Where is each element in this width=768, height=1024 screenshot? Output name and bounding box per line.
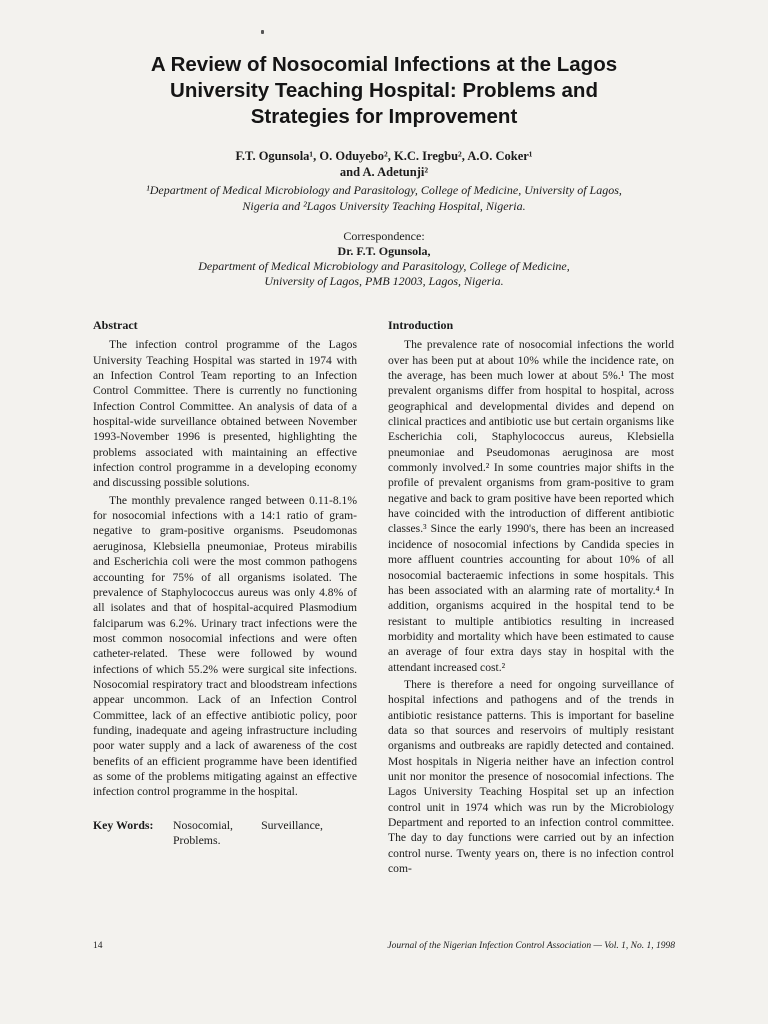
correspondence-address: University of Lagos, PMB 12003, Lagos, Nigeria.: [264, 274, 504, 288]
author-line: and A. Adetunji²: [339, 165, 429, 179]
title-line: University Teaching Hospital: Problems and: [170, 79, 598, 102]
left-column: [93, 318, 357, 849]
title-line: Strategies for Improvement: [250, 105, 518, 128]
correspondence-name: Dr. F.T. Ogunsola,: [337, 244, 431, 258]
page-number: 14: [93, 941, 103, 951]
affiliation-line: Nigeria and ²Lagos University Teaching Hospital, Nigeria.: [242, 199, 526, 213]
affiliation-line: ¹Department of Medical Microbiology and Parasitology, College of Medicine, University of Lagos,: [146, 183, 622, 197]
introduction-paragraph: The prevalence rate of nosocomial infections the world over has been put at about 10% while the incidence rate, on the average, has been much lower at about 5%.¹ The most prevalent organisms differ from hospital to hospital, across geographical and developmental divides and depend on clinical practices and antibiotic use but certain organisms like Escherichia coli, Staphylococcus aureus, Klebsiella pneumoniae and Pseudomonas aeruginosa are most commonly involved.² In some countries major shifts in the profile of prevalent organisms from gram-positive to gram negative and back to gram positive have been reported which have coincided with the introduction of different antibiotic classes.³ Since the early 1990's, there has been an increased incidence of nosocomial infections by Candida species in more affluent countries accounting for about 10% of all nosocomial bacteraemic infections in some hospitals. This has been associated with an alarming rate of mortality.⁴ In addition, organisms acquired in the hospital tend to be resistant to multiple antibiotics resulting in increased morbidity and mortality which have been estimated to cause an average of four extra days stay in hospital with the attendant increased cost.²: [388, 338, 674, 674]
introduction-heading: Introduction: [388, 318, 454, 332]
correspondence-label: Correspondence:: [343, 229, 425, 243]
affiliations: [80, 182, 688, 214]
keywords-label: Key Words:: [93, 817, 154, 832]
abstract-paragraph: The monthly prevalence ranged between 0.11-8.1% for nosocomial infections with a 14:1 ratio of gram-negative to gram-positive organisms. Pseudomonas aeruginosa, Klebsiella pneumoniae, Proteus mirabilis and Escherichia coli were the most common pathogens accounting for 75% of all organisms isolated. The prevalence of Staphylococcus aureus was only 4.8% of all isolates and that of hospital-acquired Plasmodium falciparum was 6.2%. Urinary tract infections were the most common nosocomial infections and were often catheter-related. These were followed by wound infections of which 55.2% were surgical site infections. Nosocomial respiratory tract and bloodstream infections appear uncommon. Lack of an Infection Control Committee, lack of an effective antibiotic policy, poor funding, inadequate and ageing infrastructure including poor water supply and a lack of awareness of the cost benefits of an efficient programme have been identified as some of the problems mitigating against an effective infection control programme in the hospital.: [93, 493, 357, 799]
correspondence-address: Department of Medical Microbiology and Parasitology, College of Medicine,: [198, 259, 570, 273]
introduction-paragraph: There is therefore a need for ongoing surveillance of hospital infections and pathogens and of the trends in antibiotic resistance patterns. This is important for baseline data so that sources and reservoirs of multiply resistant organisms and outbreaks are rapidly detected and contained. Most hospitals in Nigeria neither have an infection control unit nor monitor the presence of nosocomial infections. The Lagos University Teaching Hospital set up an infection control unit in 1974 which was run by the Microbiology Department and reported to an infection control committee. The day to day functions were carried out by an infection control nurse. Twenty years on, there is no infection control com-: [388, 677, 674, 876]
paper-title: [60, 52, 708, 130]
author-line: F.T. Ogunsola¹, O. Oduyebo², K.C. Iregbu², A.O. Coker¹: [235, 149, 533, 163]
keywords-values: Nosocomial, Surveillance, Problems.: [173, 817, 323, 848]
author-list: [120, 148, 648, 180]
scan-speck: [261, 30, 264, 34]
abstract-heading: Abstract: [93, 318, 138, 332]
correspondence: [90, 229, 678, 289]
title-line: A Review of Nosocomial Infections at the Lagos: [150, 53, 618, 76]
keywords: [93, 818, 357, 849]
right-column: [388, 318, 674, 876]
abstract-paragraph: The infection control programme of the Lagos University Teaching Hospital was started in 1974 with an Infection Control Team reporting to an Infection Control Committee. There is currently no functioning Infection Control Committee. An analysis of data of a hospital-wide surveillance obtained between November 1993-November 1996 is presented, highlighting the problems associated with maintaining an effective infection control programme in a developing economy and discussing possible solutions.: [93, 338, 357, 490]
journal-citation: Journal of the Nigerian Infection Control Association — Vol. 1, No. 1, 1998: [387, 941, 675, 951]
page-footer: [93, 941, 675, 951]
